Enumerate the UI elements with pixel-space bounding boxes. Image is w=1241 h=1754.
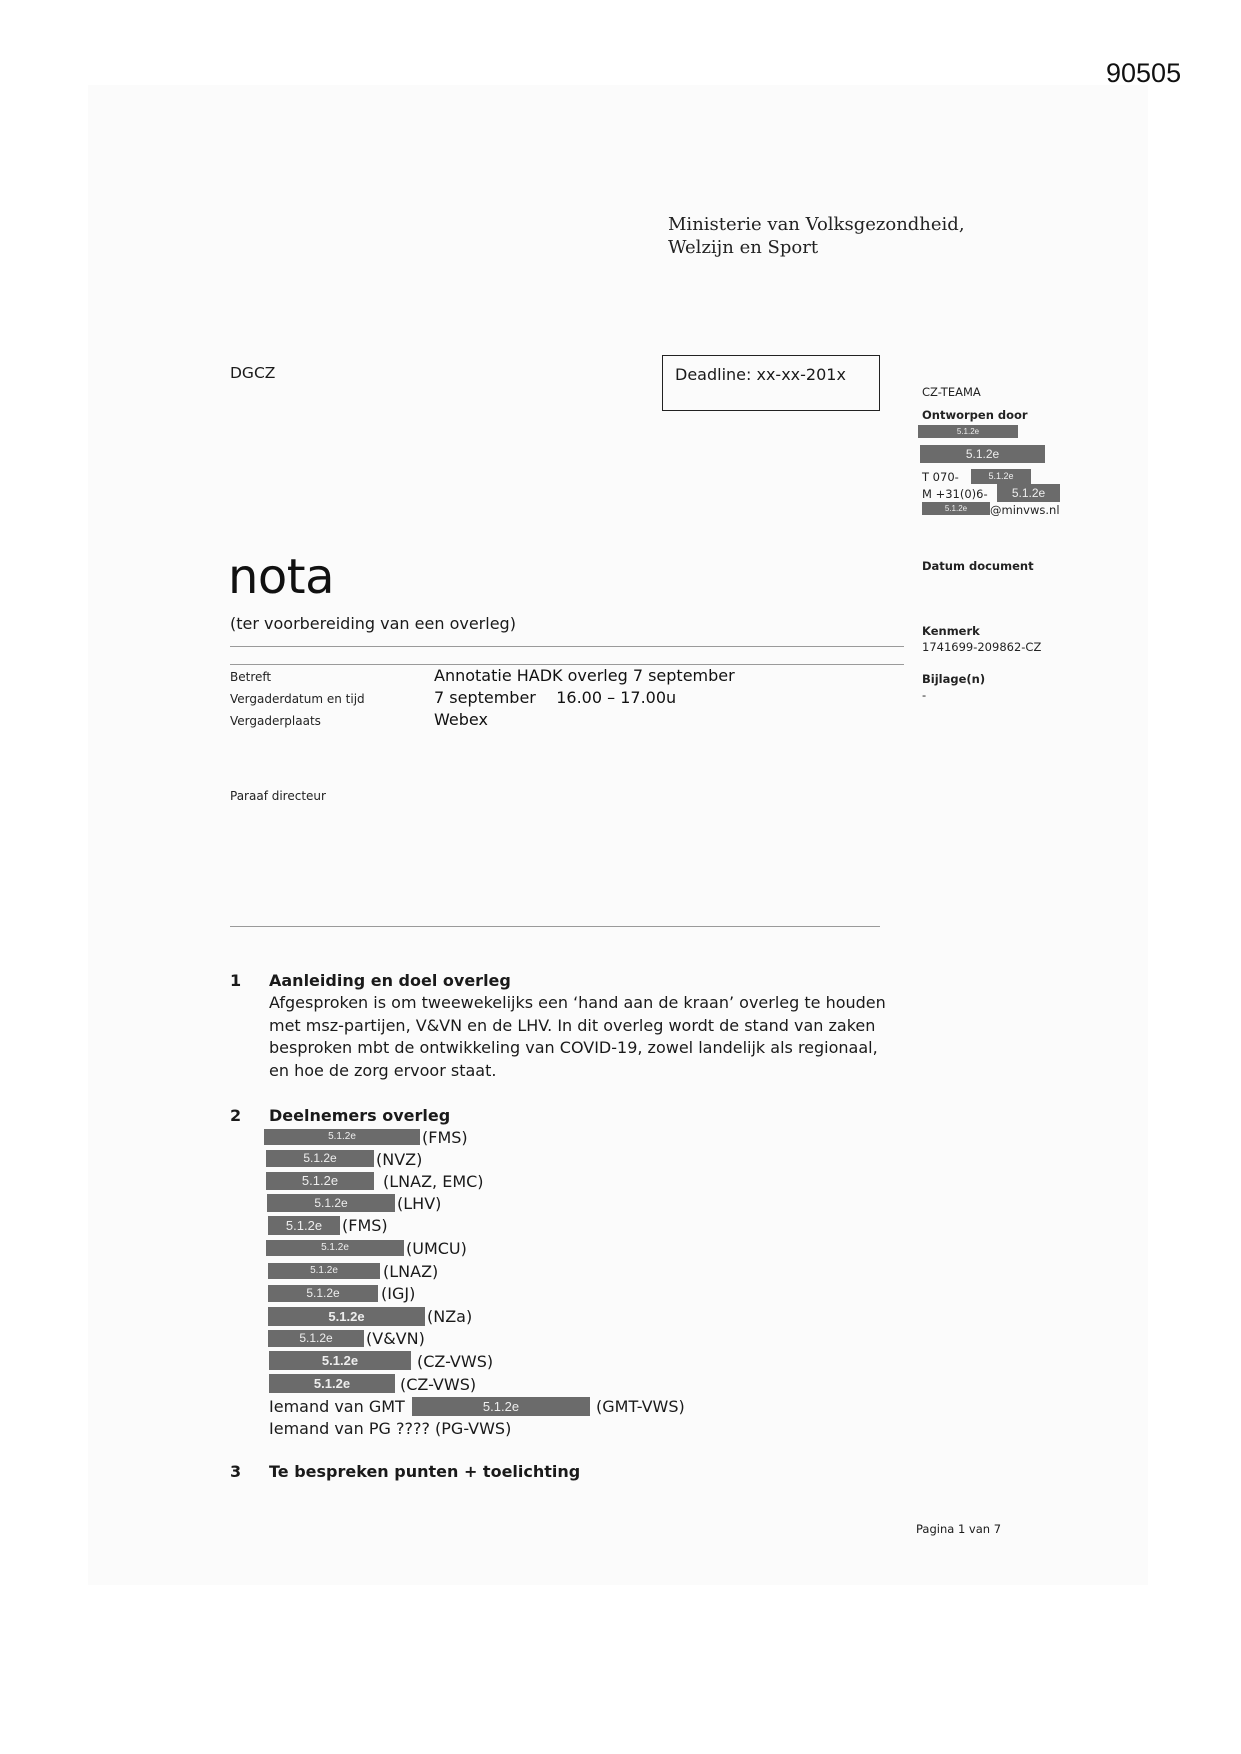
- redaction-block: 5.1.2e: [412, 1397, 590, 1416]
- section-2-title: Deelnemers overleg: [269, 1106, 451, 1125]
- redaction-block: 5.1.2e: [264, 1129, 420, 1145]
- redaction-block: 5.1.2e: [269, 1351, 411, 1370]
- participant-org: (NZa): [427, 1307, 473, 1326]
- participant-org: (FMS): [342, 1216, 388, 1235]
- redaction-block: 5.1.2e: [266, 1172, 374, 1190]
- sidebar-kenmerk-label: Kenmerk: [922, 624, 980, 638]
- sidebar-kenmerk-value: 1741699-209862-CZ: [922, 640, 1042, 654]
- participant-org: (IGJ): [381, 1284, 416, 1303]
- participant-org: (NVZ): [376, 1150, 423, 1169]
- redaction-block: 5.1.2e: [266, 1150, 374, 1167]
- document-subtitle: (ter voorbereiding van een overleg): [230, 614, 516, 633]
- redaction-block: 5.1.2e: [266, 1240, 404, 1256]
- redaction-block: 5.1.2e: [268, 1263, 380, 1279]
- participant-org: (CZ-VWS): [417, 1352, 494, 1371]
- redaction-block: 5.1.2e: [267, 1194, 395, 1212]
- section-1-body: [269, 992, 886, 1082]
- document-number: 90505: [1106, 58, 1182, 88]
- section-1-number: 1: [230, 971, 242, 990]
- page-background: [88, 85, 1148, 1585]
- meta-datum-label: Vergaderdatum en tijd: [230, 692, 365, 706]
- ministry-line-2: Welzijn en Sport: [668, 237, 819, 258]
- sidebar-team: CZ-TEAMA: [922, 385, 981, 399]
- participant-org: (LNAZ, EMC): [383, 1172, 484, 1191]
- sidebar-phone-prefix: T 070-: [922, 470, 959, 484]
- participant-org: (LNAZ): [383, 1262, 439, 1281]
- body-line: Afgesproken is om tweewekelijks een ‘hand aan de kraan’ overleg te houden: [269, 993, 886, 1012]
- document-title: nota: [228, 549, 335, 605]
- redaction-block: 5.1.2e: [997, 484, 1060, 502]
- redaction-block: 5.1.2e: [918, 425, 1018, 438]
- deadline-text: Deadline: xx-xx-201x: [675, 365, 846, 384]
- sidebar-bijlage-value: -: [922, 688, 927, 702]
- pg-line: Iemand van PG ???? (PG-VWS): [269, 1419, 512, 1438]
- redaction-block: 5.1.2e: [268, 1307, 425, 1326]
- page-number: Pagina 1 van 7: [916, 1522, 1002, 1536]
- participant-org: (UMCU): [406, 1239, 467, 1258]
- divider: [230, 926, 880, 927]
- divider: [230, 664, 904, 665]
- sidebar-designed-by-label: Ontworpen door: [922, 408, 1028, 422]
- body-line: met msz-partijen, V&VN en de LHV. In dit overleg wordt de stand van zaken: [269, 1015, 876, 1035]
- sidebar-bijlage-label: Bijlage(n): [922, 672, 986, 686]
- section-1-title: Aanleiding en doel overleg: [269, 971, 511, 990]
- sidebar-datum-label: Datum document: [922, 559, 1034, 573]
- redaction-block: 5.1.2e: [922, 502, 990, 515]
- redaction-block: 5.1.2e: [971, 469, 1031, 484]
- redaction-block: 5.1.2e: [268, 1216, 340, 1235]
- gmt-prefix: Iemand van GMT: [269, 1397, 405, 1416]
- redaction-block: 5.1.2e: [269, 1374, 395, 1393]
- meta-datum-value: 7 september 16.00 – 17.00u: [434, 688, 677, 707]
- paraaf-label: Paraaf directeur: [230, 789, 326, 803]
- section-2-number: 2: [230, 1106, 242, 1125]
- meta-plaats-value: Webex: [434, 710, 488, 729]
- meta-betreft-label: Betreft: [230, 670, 272, 684]
- ministry-line-1: Ministerie van Volksgezondheid,: [668, 214, 965, 235]
- ministry-logo-text: [668, 213, 965, 259]
- directorate: DGCZ: [230, 364, 276, 382]
- participant-org: (FMS): [422, 1128, 468, 1147]
- sidebar-email-suffix: @minvws.nl: [990, 503, 1060, 517]
- divider: [230, 646, 904, 647]
- gmt-org: (GMT-VWS): [596, 1397, 685, 1416]
- participant-org: (LHV): [397, 1194, 442, 1213]
- section-3-title: Te bespreken punten + toelichting: [269, 1462, 581, 1481]
- body-line: besproken mbt de ontwikkeling van COVID-19, zowel landelijk als regionaal,: [269, 1038, 878, 1057]
- redaction-block: 5.1.2e: [268, 1330, 364, 1347]
- meta-plaats-label: Vergaderplaats: [230, 714, 321, 728]
- redaction-block: 5.1.2e: [268, 1285, 378, 1302]
- body-line: en hoe de zorg ervoor staat.: [269, 1060, 497, 1080]
- participant-org: (CZ-VWS): [400, 1375, 477, 1394]
- redaction-block: 5.1.2e: [920, 445, 1045, 463]
- section-3-number: 3: [230, 1462, 242, 1481]
- participant-org: (V&VN): [366, 1329, 425, 1348]
- sidebar-mobile-prefix: M +31(0)6-: [922, 487, 988, 501]
- meta-betreft-value: Annotatie HADK overleg 7 september: [434, 666, 735, 685]
